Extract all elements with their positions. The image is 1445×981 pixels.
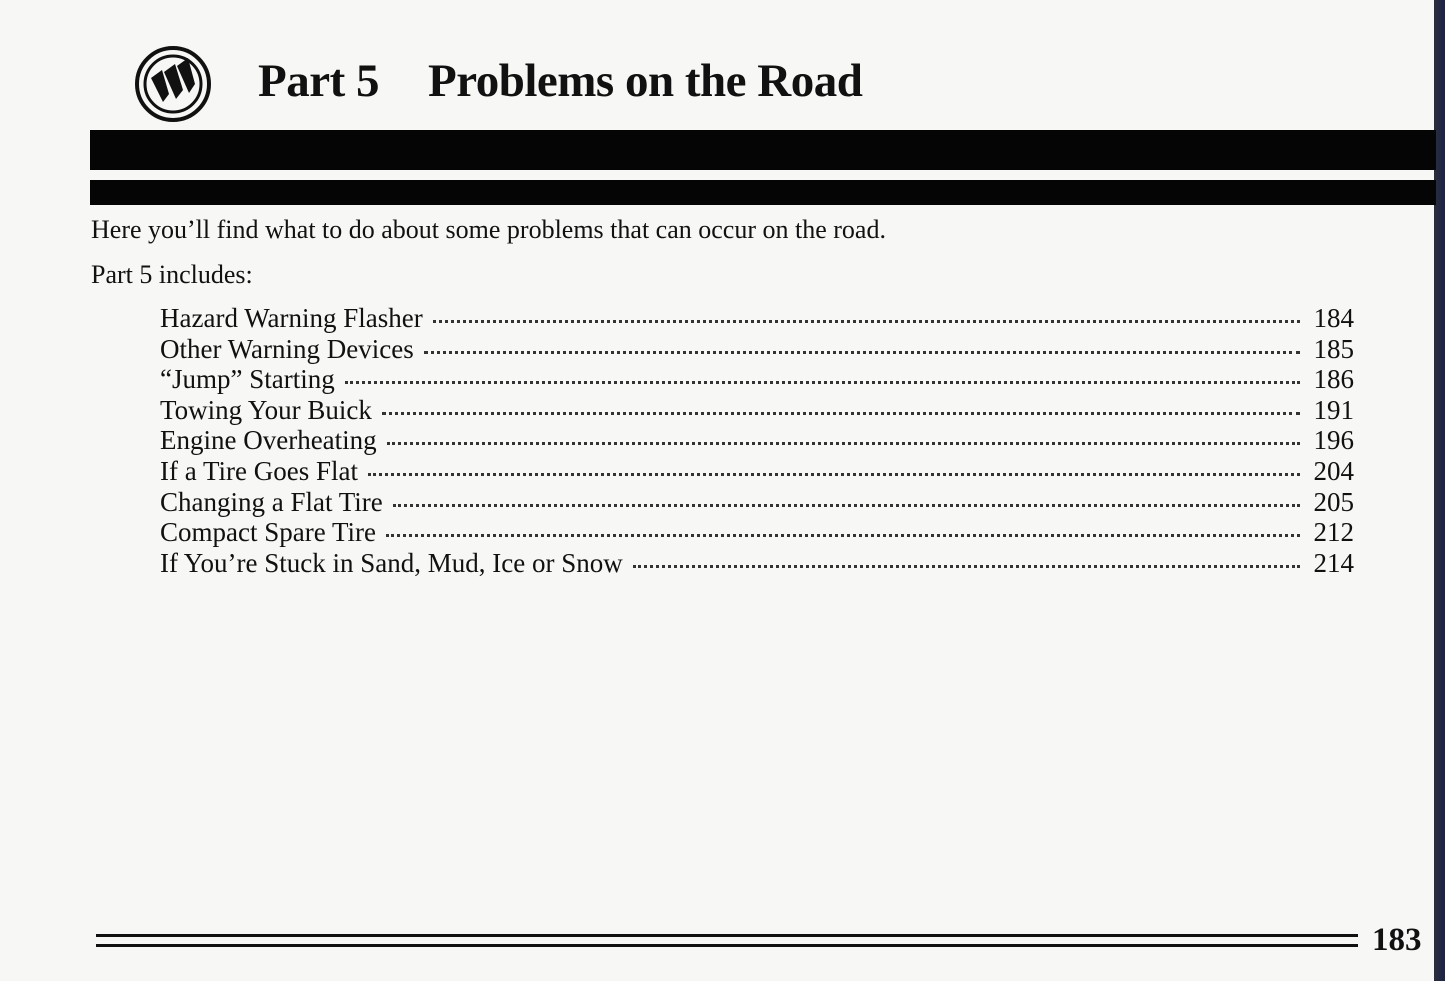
header-bar-top <box>90 130 1436 170</box>
title-text: Problems on the Road <box>428 55 863 107</box>
toc-leader-dots <box>345 381 1300 384</box>
toc-item[interactable] <box>160 517 1354 548</box>
toc-leader-dots <box>368 473 1300 476</box>
toc-item-label: Towing Your Buick <box>160 394 372 425</box>
toc-item-label: Compact Spare Tire <box>160 517 376 548</box>
toc-item-page: 185 <box>1313 333 1354 364</box>
footer-rule-top <box>96 934 1358 937</box>
page-number: 183 <box>1372 922 1422 958</box>
toc-item[interactable] <box>160 425 1354 456</box>
toc-leader-dots <box>382 412 1300 415</box>
toc-item-label: Changing a Flat Tire <box>160 486 383 517</box>
footer-rule-bottom <box>96 944 1358 947</box>
toc-item-page: 196 <box>1313 425 1354 456</box>
toc-leader-dots <box>633 565 1300 568</box>
toc-item-page: 184 <box>1313 303 1354 333</box>
toc-item-label: If You’re Stuck in Sand, Mud, Ice or Snow <box>160 547 623 578</box>
toc-leader-dots <box>387 442 1300 445</box>
toc-item-label: If a Tire Goes Flat <box>160 455 358 486</box>
toc-item[interactable] <box>160 364 1354 395</box>
toc-item[interactable] <box>160 334 1354 365</box>
toc-item-page: 214 <box>1313 547 1354 578</box>
toc-item-page: 186 <box>1313 364 1354 395</box>
toc-leader-dots <box>433 320 1300 323</box>
toc-item-page: 205 <box>1313 486 1354 517</box>
toc-item-label: Other Warning Devices <box>160 333 414 364</box>
toc-item-label: Hazard Warning Flasher <box>160 303 423 333</box>
toc-leader-dots <box>424 351 1300 354</box>
toc-item-page: 204 <box>1313 455 1354 486</box>
intro-text: Here you’ll find what to do about some problems that can occur on the road. <box>91 215 886 244</box>
toc-item[interactable] <box>160 456 1354 487</box>
buick-logo-icon <box>133 44 213 124</box>
toc-item[interactable] <box>160 395 1354 426</box>
table-of-contents <box>160 303 1354 578</box>
page-title <box>258 52 862 110</box>
toc-item-page: 191 <box>1313 394 1354 425</box>
part-label: Part 5 <box>258 55 379 107</box>
header-bar-bottom <box>90 180 1436 205</box>
toc-item[interactable] <box>160 487 1354 518</box>
toc-item[interactable] <box>160 303 1354 334</box>
toc-leader-dots <box>386 534 1300 537</box>
toc-item-label: Engine Overheating <box>160 425 377 456</box>
toc-item-page: 212 <box>1313 517 1354 548</box>
toc-item-label: “Jump” Starting <box>160 364 335 395</box>
toc-leader-dots <box>393 504 1300 507</box>
includes-label: Part 5 includes: <box>91 260 253 289</box>
toc-item[interactable] <box>160 548 1354 579</box>
